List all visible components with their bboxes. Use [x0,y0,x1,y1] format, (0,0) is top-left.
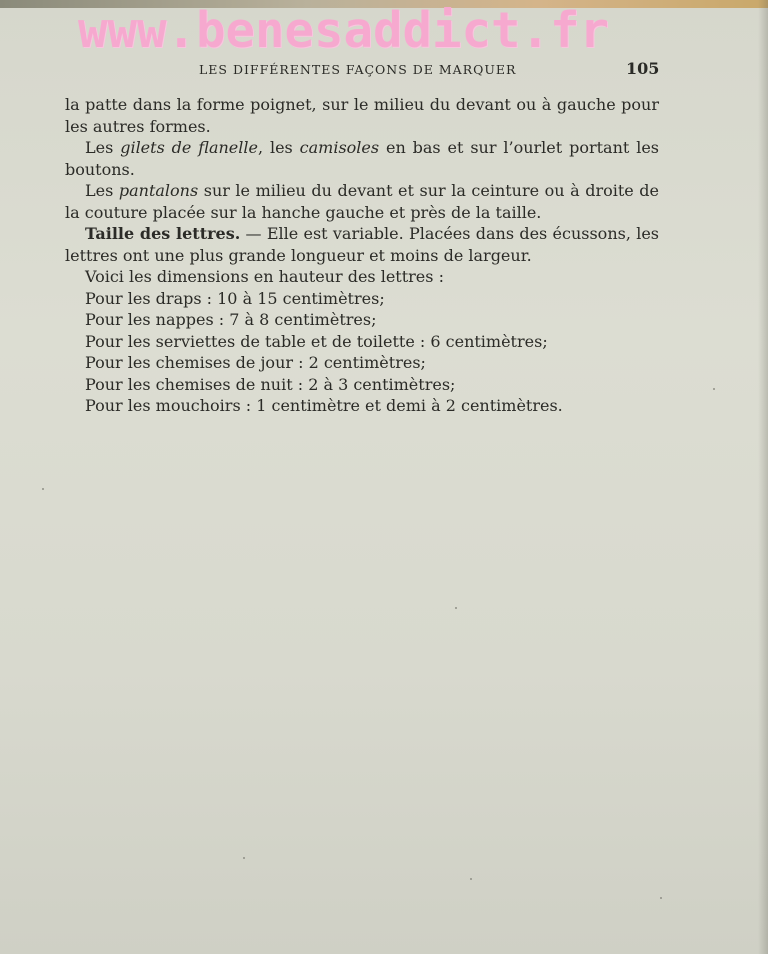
paragraph-5: Voici les dimensions en hauteur des lettres : [85,267,444,286]
paper-speck [470,878,472,880]
paragraph-2-item-2: camisoles [299,138,380,157]
paragraph-4-heading: Taille des lettres. [85,224,241,243]
paragraph-2-item-1: gilets de flanelle [120,138,258,157]
dimension-item: Pour les chemises de nuit : 2 à 3 centimètres; [85,374,456,394]
paper-speck [455,607,457,609]
paragraph-3-tail: sur le milieu du devant et sur la ceinture ou à droite de [198,181,660,200]
paragraph-2-mid: , les [257,138,300,157]
paragraph-3-line-1 [65,180,659,202]
page-number: 105 [626,59,660,78]
paper-speck [243,857,245,859]
paragraph-2-line-2: boutons. [65,159,135,179]
dimension-item: Pour les chemises de jour : 2 centimètres; [85,353,426,372]
paragraph-1-line-1: la patte dans la forme poignet, sur le milieu du devant ou à gauche pour [65,95,659,114]
paragraph-4-tail: — Elle est variable. Placées dans des écussons, les [240,224,659,243]
paragraph-2-line-1 [65,137,659,159]
dimension-item: Pour les mouchoirs : 1 centimètre et demi à 2 centimètres. [85,396,563,415]
paper-speck [42,488,44,490]
paragraph-1-line-2: les autres formes. [65,116,211,136]
paragraph-3-item: pantalons [118,181,199,200]
paragraph-3-line-2: la couture placée sur la hanche gauche et près de la taille. [65,202,542,222]
paragraph-4-line-2: lettres ont une plus grande longueur et moins de largeur. [65,245,532,265]
paper-speck [660,897,662,899]
paragraph-2-lead: Les [85,138,121,157]
paragraph-2-tail: en bas et sur l’ourlet portant les [379,138,660,157]
paper-speck [713,388,715,390]
body-text [65,94,659,417]
dimension-item: Pour les nappes : 7 à 8 centimètres; [85,310,377,329]
paragraph-3-lead: Les [85,181,119,200]
running-head: LES DIFFÉRENTES FAÇONS DE MARQUER [199,62,517,77]
page-right-edge [758,0,768,954]
watermark: www.benesaddict.fr [78,2,610,59]
dimension-item: Pour les draps : 10 à 15 centimètres; [85,288,385,308]
dimension-item: Pour les serviettes de table et de toilette : 6 centimètres; [85,331,548,351]
paragraph-4-line-1 [65,223,659,245]
